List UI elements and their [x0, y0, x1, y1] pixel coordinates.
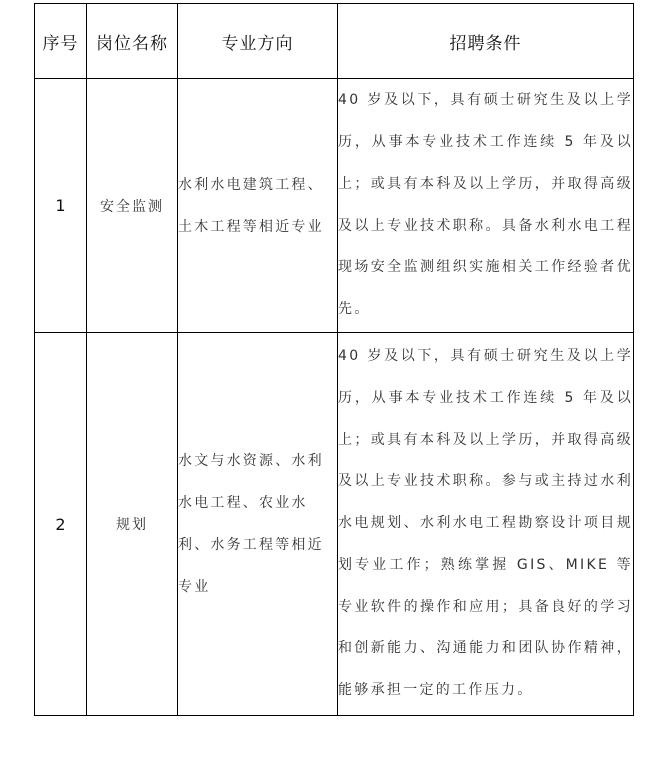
cell-index: 1 [35, 79, 87, 333]
header-requirements: 招聘条件 [338, 4, 634, 79]
cell-major: 水文与水资源、水利水电工程、农业水利、水务工程等相近专业 [178, 333, 338, 716]
cell-position: 安全监测 [87, 79, 178, 333]
header-index: 序号 [35, 4, 87, 79]
table-row [35, 79, 634, 333]
header-row [35, 4, 634, 79]
cell-requirements: 40 岁及以下，具有硕士研究生及以上学历，从事本专业技术工作连续 5 年及以上；或具有本科及以上学历，并取得高级及以上专业技术职称。参与或主持过水利水电规划、水利水电工程勘察设计项目规划专业工作；熟练掌握 GIS、MIKE 等专业软件的操作和应用；具备良好的学习和创新能力、沟通能力和团队协作精神，能够承担一定的工作压力。 [338, 333, 634, 716]
header-major: 专业方向 [178, 4, 338, 79]
cell-requirements: 40 岁及以下，具有硕士研究生及以上学历，从事本专业技术工作连续 5 年及以上；或具有本科及以上学历，并取得高级及以上专业技术职称。具备水利水电工程现场安全监测组织实施相关工作经验者优先。 [338, 79, 634, 333]
recruitment-table [34, 3, 634, 716]
cell-position: 规划 [87, 333, 178, 716]
cell-index: 2 [35, 333, 87, 716]
cell-major: 水利水电建筑工程、土木工程等相近专业 [178, 79, 338, 333]
header-position: 岗位名称 [87, 4, 178, 79]
table-row [35, 333, 634, 716]
